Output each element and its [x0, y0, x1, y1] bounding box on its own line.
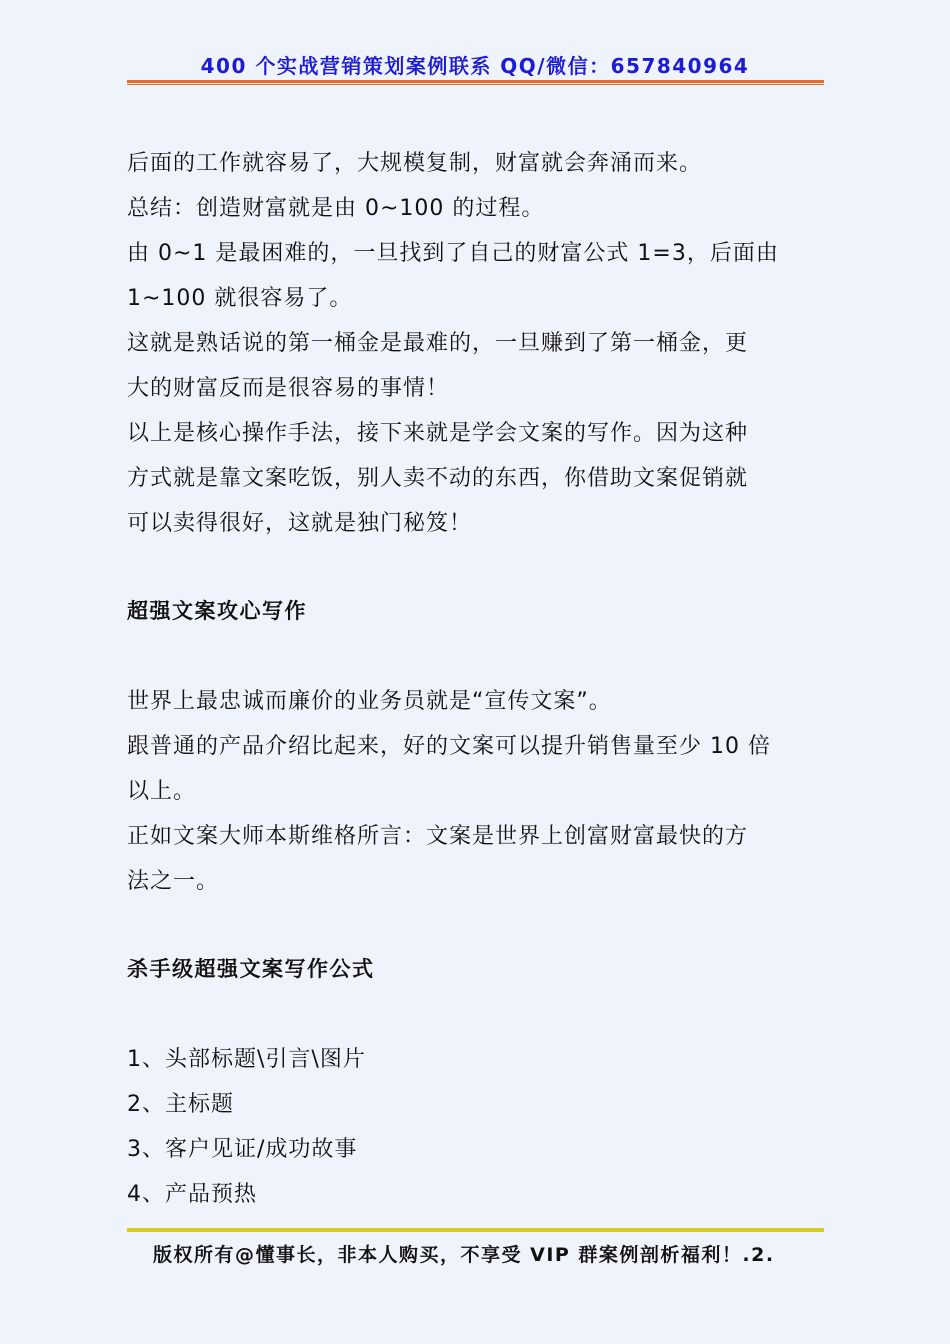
section-heading: 超强文案攻心写作	[127, 599, 307, 623]
list-item: 1、头部标题\引言\图片	[127, 1047, 366, 1072]
header-contact-text: 400 个实战营销策划案例联系 QQ/微信：657840964	[200, 54, 750, 78]
paragraph-line: 大的财富反而是很容易的事情！	[127, 376, 450, 401]
paragraph-line: 1~100 就很容易了。	[127, 286, 353, 311]
paragraph-line: 总结：创造财富就是由 0~100 的过程。	[127, 196, 545, 221]
footer-copyright-text: 版权所有@懂事长，非本人购买，不享受 VIP 群案例剖析福利！.2.	[153, 1244, 775, 1266]
paragraph-line: 世界上最忠诚而廉价的业务员就是“宣传文案”。	[127, 689, 612, 714]
list-item: 2、主标题	[127, 1092, 234, 1117]
paragraph-line: 可以卖得很好，这就是独门秘笈！	[127, 511, 473, 536]
paragraph-line: 方式就是靠文案吃饭，别人卖不动的东西，你借助文案促销就	[127, 466, 749, 491]
paragraph-line: 正如文案大师本斯维格所言：文案是世界上创富财富最快的方	[127, 824, 749, 849]
paragraph-line: 以上。	[127, 779, 197, 804]
paragraph-line: 后面的工作就容易了，大规模复制，财富就会奔涌而来。	[127, 151, 703, 176]
paragraph-line: 这就是熟话说的第一桶金是最难的，一旦赚到了第一桶金，更	[127, 331, 749, 356]
paragraph-line: 由 0~1 是最困难的，一旦找到了自己的财富公式 1=3，后面由	[127, 241, 779, 266]
list-item: 4、产品预热	[127, 1182, 257, 1207]
footer-divider	[127, 1228, 824, 1232]
header-divider	[127, 80, 824, 86]
paragraph-line: 跟普通的产品介绍比起来，好的文案可以提升销售量至少 10 倍	[127, 734, 771, 759]
paragraph-line: 以上是核心操作手法，接下来就是学会文案的写作。因为这种	[127, 421, 749, 446]
paragraph-line: 法之一。	[127, 869, 220, 894]
list-item: 3、客户见证/成功故事	[127, 1137, 358, 1162]
section-heading: 杀手级超强文案写作公式	[127, 957, 375, 981]
